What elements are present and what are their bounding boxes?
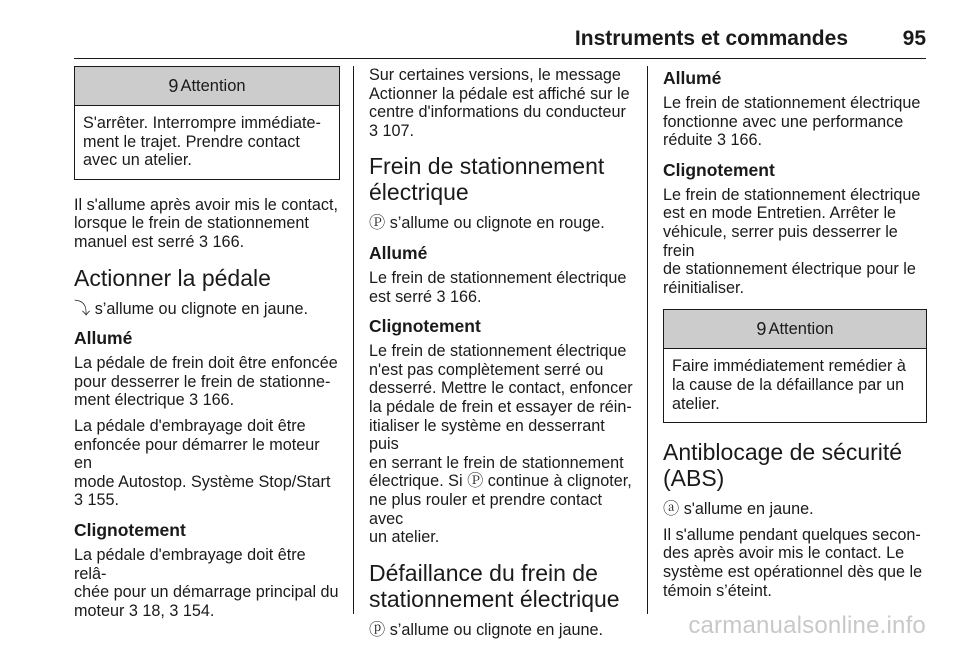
text-line: 3 155.	[74, 491, 120, 510]
attention-box-header	[75, 67, 339, 106]
section-heading	[663, 439, 927, 491]
paragraph	[74, 354, 340, 410]
text-line: Le frein de stationnement électrique	[369, 342, 627, 361]
paragraph	[663, 94, 927, 150]
section-heading	[369, 560, 633, 612]
text-line: s'allume en jaune.	[683, 500, 814, 519]
paragraph	[663, 526, 927, 600]
header-title: Instruments et commandes	[574, 27, 848, 50]
text-line: en serrant le frein de stationnement	[369, 453, 624, 472]
indicator-description	[663, 500, 927, 519]
text-line: ment le trajet. Prendre contact	[83, 132, 300, 151]
text-line: Sur certaines versions, le message	[369, 66, 621, 84]
paragraph	[369, 342, 633, 547]
indicator-description	[74, 300, 340, 319]
text-line: système est opérationnel dès que le	[663, 562, 923, 581]
text-line: la cause de la défaillance par un	[672, 375, 905, 394]
brake-pedal-icon: ⤵	[74, 299, 91, 318]
column-2	[369, 66, 633, 646]
text-line: électrique. Si Ⓟ continue à clignoter,	[369, 472, 632, 491]
indicator-description	[369, 621, 633, 640]
attention-box	[74, 66, 340, 180]
attention-box-header	[664, 310, 926, 349]
attention-text	[75, 106, 339, 179]
text-line: avec un atelier.	[83, 151, 192, 170]
warning-triangle-icon: 9	[756, 319, 767, 340]
header-divider	[74, 58, 926, 59]
text-line: ment électrique 3 166.	[74, 391, 235, 410]
page-number: 95	[902, 27, 926, 50]
text-line: moteur 3 18, 3 154.	[74, 601, 215, 620]
text-line: s’allume ou clignote en rouge.	[389, 214, 605, 233]
subheading: Allumé	[663, 68, 722, 88]
text-line: lorsque le frein de stationnement	[74, 214, 309, 233]
indicator-description	[369, 214, 633, 233]
text-line: réinitialiser.	[663, 278, 744, 297]
text-line: véhicule, serrer puis desserrer le frein	[663, 222, 898, 260]
text-line: pour desserrer le frein de stationne-	[74, 372, 331, 391]
text-line: Le frein de stationnement électrique	[663, 185, 921, 204]
text-line: Le frein de stationnement électrique	[663, 94, 921, 112]
text-line: n'est pas complètement serré ou	[369, 360, 604, 379]
text-line: atelier.	[672, 394, 720, 413]
heading-line: (ABS)	[663, 465, 725, 492]
text-line: un atelier.	[369, 528, 440, 547]
subheading: Clignotement	[369, 316, 481, 337]
text-line: ne plus rouler et prendre contact avec	[369, 490, 603, 528]
text-line: mode Autostop. Système Stop/Start	[74, 472, 331, 491]
attention-text	[664, 349, 926, 422]
section-heading	[369, 153, 633, 205]
intro-paragraph	[369, 66, 633, 140]
section-heading: Actionner la pédale	[74, 264, 271, 291]
attention-box	[663, 309, 927, 423]
paragraph	[369, 269, 633, 306]
paragraph	[74, 417, 340, 510]
heading-line: Défaillance du frein de	[369, 559, 598, 586]
text-line: Le frein de stationnement électrique	[369, 268, 627, 287]
text-line: des après avoir mis le contact. Le	[663, 544, 905, 563]
text-line: desserré. Mettre le contact, enfoncer	[369, 379, 633, 398]
column-1	[74, 66, 340, 627]
column-divider-1	[353, 66, 354, 614]
subheading: Clignotement	[74, 519, 186, 540]
text-line: La pédale d'embrayage doit être	[74, 416, 306, 435]
column-divider-2	[647, 66, 648, 614]
text-line: La pédale de frein doit être enfoncée	[74, 354, 338, 373]
text-line: fonctionne avec une performance	[663, 112, 904, 131]
text-line: s’allume ou clignote en jaune.	[94, 299, 308, 318]
text-line: est serré 3 166.	[369, 287, 482, 306]
text-line: Faire immédiatement remédier à	[672, 357, 906, 376]
text-line: Actionner la pédale est affiché sur le	[369, 84, 630, 103]
text-line: centre d'informations du conducteur	[369, 103, 626, 122]
text-line: 3 107.	[369, 121, 415, 140]
text-line: de stationnement électrique pour le	[663, 260, 916, 279]
page-header	[0, 0, 960, 62]
paragraph	[74, 546, 340, 620]
attention-title: Attention	[768, 320, 834, 339]
text-line: s’allume ou clignote en jaune.	[389, 620, 603, 639]
text-line: manuel est serré 3 166.	[74, 232, 245, 251]
subheading: Allumé	[369, 242, 428, 263]
text-line: La pédale d'embrayage doit être relâ-	[74, 545, 306, 583]
intro-paragraph	[74, 196, 340, 252]
parking-brake-fault-icon: ⓟ	[369, 620, 386, 639]
text-line: itialiser le système en desserrant puis	[369, 416, 605, 454]
heading-line: Antiblocage de sécurité	[663, 439, 903, 466]
text-line: Il s'allume pendant quelques secon-	[663, 525, 921, 544]
text-line: S'arrêter. Interrompre immédiate-	[83, 114, 321, 132]
watermark: carmanualsonline.info	[688, 612, 926, 639]
heading-line: stationnement électrique	[369, 585, 620, 612]
text-line: témoin s’éteint.	[663, 581, 772, 600]
warning-triangle-icon: 9	[168, 75, 179, 96]
text-line: Il s'allume après avoir mis le contact,	[74, 195, 338, 214]
text-line: réduite 3 166.	[663, 131, 762, 150]
heading-line: électrique	[369, 179, 469, 206]
attention-title: Attention	[180, 76, 246, 95]
parking-brake-icon: Ⓟ	[369, 214, 386, 233]
text-line: enfoncée pour démarrer le moteur en	[74, 435, 320, 473]
text-line: la pédale de frein et essayer de réin-	[369, 397, 632, 416]
subheading: Allumé	[74, 328, 133, 349]
text-line: est en mode Entretien. Arrêter le	[663, 204, 897, 223]
text-line: chée pour un démarrage principal du	[74, 583, 339, 602]
paragraph	[663, 186, 927, 298]
heading-line: Frein de stationnement	[369, 153, 605, 180]
subheading: Clignotement	[663, 159, 775, 180]
abs-icon: ⓐ	[663, 500, 680, 519]
column-3	[663, 66, 927, 607]
